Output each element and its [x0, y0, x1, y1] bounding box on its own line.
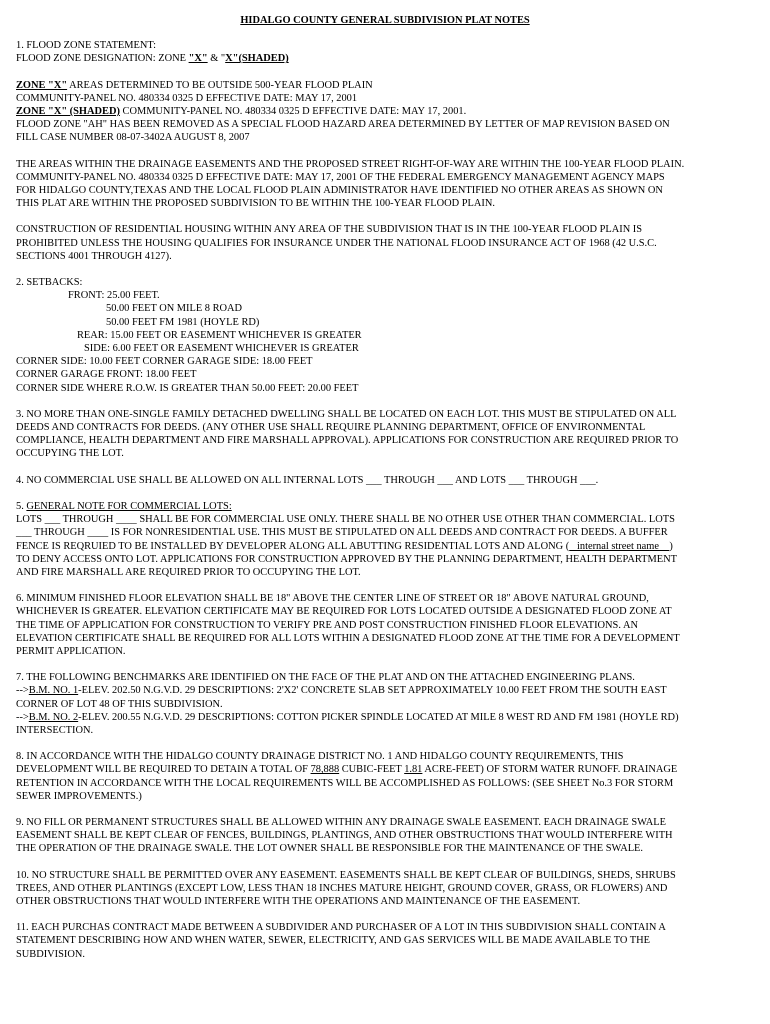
- note-3-dwelling: [16, 408, 754, 461]
- text-line: 3. NO MORE THAN ONE-SINGLE FAMILY DETACHED DWELLING SHALL BE LOCATED ON EACH LOT. THIS MUST BE STIPULATED ON ALL: [16, 408, 677, 420]
- text-line: 10. NO STRUCTURE SHALL BE PERMITTED OVER ANY EASEMENT. EASEMENTS SHALL BE KEPT CLEAR OF BUILDINGS, SHEDS, SHRUBS: [16, 869, 676, 881]
- arrow-icon: -->: [16, 685, 29, 697]
- benchmark-2-label: B.M. NO. 2: [28, 711, 79, 723]
- text-line: CORNER OF LOT 48 OF THIS SUBDIVISION.: [16, 698, 223, 710]
- text-line: LOTS ___ THROUGH ____ SHALL BE FOR COMMERCIAL USE ONLY. THERE SHALL BE NO OTHER USE OTHER THAN COMMERCIAL. LOTS: [16, 514, 675, 526]
- text-line: WHICHEVER IS GREATER. ELEVATION CERTIFICATE MAY BE REQUIRED FOR LOTS LOCATED OUTSIDE A DESIGNATED FLOOD ZONE AT: [16, 606, 672, 618]
- arrow-icon: -->: [16, 711, 29, 723]
- note-1-heading: 1. FLOOD ZONE STATEMENT:: [16, 40, 157, 52]
- text-line: SECTIONS 4001 THROUGH 4127).: [16, 250, 172, 262]
- note-5-commercial-lots: [16, 500, 754, 579]
- text-line: PERMIT APPLICATION.: [16, 645, 126, 657]
- text-line: AND FIRE MARSHALL ARE REQUIRED PRIOR TO OCCUPYING THE LOT.: [16, 566, 361, 578]
- text-line: TO DENY ACCESS ONTO LOT. APPLICATIONS FOR CONSTRUCTION APPROVED BY THE PLANNING DEPARTMENT, HEALTH DEPARTMENT: [16, 553, 677, 565]
- designation-zone-x: "X": [188, 53, 208, 65]
- zone-x-shaded-text: COMMUNITY-PANEL NO. 480334 0325 D EFFECTIVE DATE: MAY 17, 2001.: [119, 106, 467, 118]
- text-span: FENCE IS REQRUIED TO BE INSTALLED BY DEVELOPER ALONG ALL ABUTTING RESIDENTIAL LOTS AND ALONG (: [16, 540, 570, 552]
- text-line: RETENTION IN ACCORDANCE WITH THE LOCAL REQUIREMENTS WILL BE ACCOMPLISHED AS FOLLOWS: (SEE SHEET No.3 FOR STORM: [16, 777, 674, 789]
- setback-corner-garage: CORNER GARAGE FRONT: 18.00 FEET: [16, 369, 197, 381]
- setback-corner-side: CORNER SIDE: 10.00 FEET CORNER GARAGE SIDE: 18.00 FEET: [16, 356, 313, 368]
- zone-ah-line-1: FLOOD ZONE "AH" HAS BEEN REMOVED AS A SPECIAL FLOOD HAZARD AREA DETERMINED BY LETTER OF MAP REVISION BASED ON: [16, 119, 670, 131]
- text-line: 6. MINIMUM FINISHED FLOOR ELEVATION SHALL BE 18" ABOVE THE CENTER LINE OF STREET OR 18" ABOVE NATURAL GROUND,: [16, 593, 649, 605]
- note-6-floor-elevation: [16, 592, 754, 658]
- construction-paragraph: [16, 223, 754, 263]
- text-line: 9. NO FILL OR PERMANENT STRUCTURES SHALL BE ALLOWED WITHIN ANY DRAINAGE SWALE EASEMENT. EACH DRAINAGE SWALE: [16, 816, 666, 828]
- document-title: HIDALGO COUNTY GENERAL SUBDIVISION PLAT NOTES: [240, 15, 530, 26]
- text-line: OTHER OBSTRUCTIONS THAT WOULD INTERFERE WITH THE OPERATIONS AND MAINTENANCE OF THE EASEMENT.: [16, 895, 581, 907]
- note-10-easements: [16, 869, 754, 909]
- note-5-prefix: 5.: [16, 500, 27, 512]
- setback-rear: REAR: 15.00 FEET OR EASEMENT WHICHEVER IS GREATER: [77, 329, 362, 341]
- text-span: CUBIC-FEET: [339, 764, 405, 776]
- buffer-fence-line: [16, 540, 754, 553]
- note-7-benchmarks: [16, 671, 754, 737]
- zone-x-shaded-label: ZONE "X" (SHADED): [16, 106, 120, 118]
- text-line: OCCUPYING THE LOT.: [16, 448, 124, 460]
- benchmark-1-line: [16, 684, 754, 697]
- text-line: THE TIME OF APPLICATION FOR CONSTRUCTION TO VERIFY PRE AND POST CONSTRUCTION FINISHED FLOOR ELEVATIONS. AN: [16, 619, 638, 631]
- designation-shaded: X"(SHADED): [225, 53, 289, 65]
- benchmark-2-text: -ELEV. 200.55 N.G.V.D. 29 DESCRIPTIONS: COTTON PICKER SPINDLE LOCATED AT MILE 8 WEST RD AND FM 1981 (HOYLE RD): [78, 711, 679, 723]
- text-line: SEWER IMPROVEMENTS.): [16, 790, 142, 802]
- text-line: SUBDIVISION.: [16, 948, 85, 960]
- text-span: ): [669, 540, 673, 552]
- zone-x-block: [16, 79, 754, 145]
- text-line: PROHIBITED UNLESS THE HOUSING QUALIFIES FOR INSURANCE UNDER THE NATIONAL FLOOD INSURANCE ACT OF 1968 (42 U.S.C.: [16, 237, 657, 249]
- note-4-commercial-use: [16, 474, 754, 487]
- zone-ah-line-2: FILL CASE NUMBER 08-07-3402A AUGUST 8, 2007: [16, 132, 250, 144]
- text-line: STATEMENT DESCRIBING HOW AND WHEN WATER, SEWER, ELECTRICITY, AND GAS SERVICES WILL BE MADE AVAILABLE TO THE: [16, 935, 650, 947]
- text-line: COMMUNITY-PANEL NO. 480334 0325 D EFFECTIVE DATE: MAY 17, 2001 OF THE FEDERAL EMERGENCY MANAGEMENT AGENCY MAPS: [16, 171, 665, 183]
- note-5-heading-line: [16, 500, 754, 513]
- note-5-heading: GENERAL NOTE FOR COMMERCIAL LOTS:: [26, 500, 232, 512]
- text-line: 8. IN ACCORDANCE WITH THE HIDALGO COUNTY DRAINAGE DISTRICT NO. 1 AND HIDALGO COUNTY REQUIREMENTS, THIS: [16, 751, 624, 763]
- zone-x-line: [16, 79, 754, 92]
- setback-front-mile8: 50.00 FEET ON MILE 8 ROAD: [106, 303, 243, 315]
- text-line: 7. THE FOLLOWING BENCHMARKS ARE IDENTIFIED ON THE FACE OF THE PLAT AND ON THE ATTACHED ENGINEERING PLANS.: [16, 672, 635, 684]
- text-span: ACRE-FEET) OF STORM WATER RUNOFF. DRAINAGE: [422, 764, 678, 776]
- benchmark-2-line: [16, 711, 754, 724]
- benchmark-1-label: B.M. NO. 1: [28, 685, 79, 697]
- designation-prefix: FLOOD ZONE DESIGNATION: ZONE: [16, 53, 189, 65]
- benchmark-1-text: -ELEV. 202.50 N.G.V.D. 29 DESCRIPTIONS: 2'X2' CONCRETE SLAB SET APPROXIMATELY 10.00 FEET FROM THE SOUTH EAST: [78, 685, 667, 697]
- cubic-feet-value: 78,888: [310, 764, 340, 776]
- note-9-drainage-swale: [16, 816, 754, 856]
- community-panel-line: COMMUNITY-PANEL NO. 480334 0325 D EFFECTIVE DATE: MAY 17, 2001: [16, 92, 358, 104]
- text-line: 4. NO COMMERCIAL USE SHALL BE ALLOWED ON ALL INTERNAL LOTS ___ THROUGH ___ AND LOTS ___ THROUGH ___.: [16, 474, 599, 486]
- text-line: CONSTRUCTION OF RESIDENTIAL HOUSING WITHIN ANY AREA OF THE SUBDIVISION THAT IS IN THE 100-YEAR FLOOD PLAIN IS: [16, 224, 643, 236]
- designation-amp: & ": [207, 53, 226, 65]
- zone-x-shaded-line: [16, 105, 754, 118]
- note-11-purchase-contract: [16, 921, 754, 961]
- text-line: ___ THROUGH ____ IS FOR NONRESIDENTIAL USE. THIS MUST BE STIPULATED ON ALL DEEDS AND CONTRACT FOR DEEDS. A BUFFER: [16, 527, 668, 539]
- flood-zone-designation: [16, 52, 754, 65]
- setback-side: SIDE: 6.00 FEET OR EASEMENT WHICHEVER IS GREATER: [84, 343, 359, 355]
- text-line: DEEDS AND CONTRACTS FOR DEEDS. (ANY OTHER USE SHALL REQUIRE PLANNING DEPARTMENT, OFFICE OF ENVIRONMENTAL: [16, 422, 646, 434]
- note-2-heading: 2. SETBACKS:: [16, 277, 83, 289]
- drainage-easement-paragraph: [16, 158, 754, 211]
- detention-volume-line: [16, 763, 754, 776]
- note-2-setbacks: [16, 276, 754, 395]
- text-line: THIS PLAT ARE WITHIN THE PROPOSED SUBDIVISION TO BE WITHIN THE 100-YEAR FLOOD PLAIN.: [16, 198, 495, 210]
- text-line: TREES, AND OTHER PLANTINGS (EXCEPT LOW, LESS THAN 18 INCHES MATURE HEIGHT, GROUND COVER, GRASS, OR FLOWERS) AND: [16, 882, 668, 894]
- internal-street-name-blank: internal street name: [569, 540, 670, 552]
- zone-x-label: ZONE "X": [16, 79, 68, 91]
- setback-corner-row: CORNER SIDE WHERE R.O.W. IS GREATER THAN 50.00 FEET: 20.00 FEET: [16, 382, 359, 394]
- text-line: ELEVATION CERTIFICATE SHALL BE REQUIRED FOR ALL LOTS WITHIN A DESIGNATED FLOOD ZONE AT THE TIME FOR A DEVELOPMENT: [16, 632, 680, 644]
- acre-feet-value: 1.81: [404, 764, 423, 776]
- text-line: 11. EACH PURCHAS CONTRACT MADE BETWEEN A SUBDIVIDER AND PURCHASER OF A LOT IN THIS SUBDIVISION SHALL CONTAIN A: [16, 922, 666, 934]
- setback-front: FRONT: 25.00 FEET.: [68, 290, 160, 302]
- text-line: COMPLIANCE, HEALTH DEPARTMENT AND FIRE MARSHALL APPROVAL). APPLICATIONS FOR CONSTRUCTION ARE REQUIRED PRIOR TO: [16, 435, 679, 447]
- note-8-detention: [16, 750, 754, 803]
- zone-x-text: AREAS DETERMINED TO BE OUTSIDE 500-YEAR FLOOD PLAIN: [67, 79, 373, 91]
- text-line: INTERSECTION.: [16, 724, 94, 736]
- note-1-flood-zone: [16, 39, 754, 65]
- setback-front-fm1981: 50.00 FEET FM 1981 (HOYLE RD): [106, 316, 260, 328]
- text-line: THE AREAS WITHIN THE DRAINAGE EASEMENTS AND THE PROPOSED STREET RIGHT-OF-WAY ARE WITHIN THE 100-YEAR FLOOD PLAIN.: [16, 158, 685, 170]
- text-line: FOR HIDALGO COUNTY,TEXAS AND THE LOCAL FLOOD PLAIN ADMINISTRATOR HAVE IDENTIFIED NO OTHER AREAS AS SHOWN ON: [16, 185, 663, 197]
- text-span: DEVELOPMENT WILL BE REQUIRED TO DETAIN A TOTAL OF: [16, 764, 311, 776]
- text-line: EASEMENT SHALL BE KEPT CLEAR OF FENCES, BUILDINGS, PLANTINGS, AND OTHER OBSTRUCTIONS THAT WOULD INTERFERE WITH: [16, 830, 673, 842]
- text-line: THE OPERATION OF THE DRAINAGE SWALE. THE LOT OWNER SHALL BE RESPONSIBLE FOR THE MAINTENANCE OF THE SWALE.: [16, 843, 643, 855]
